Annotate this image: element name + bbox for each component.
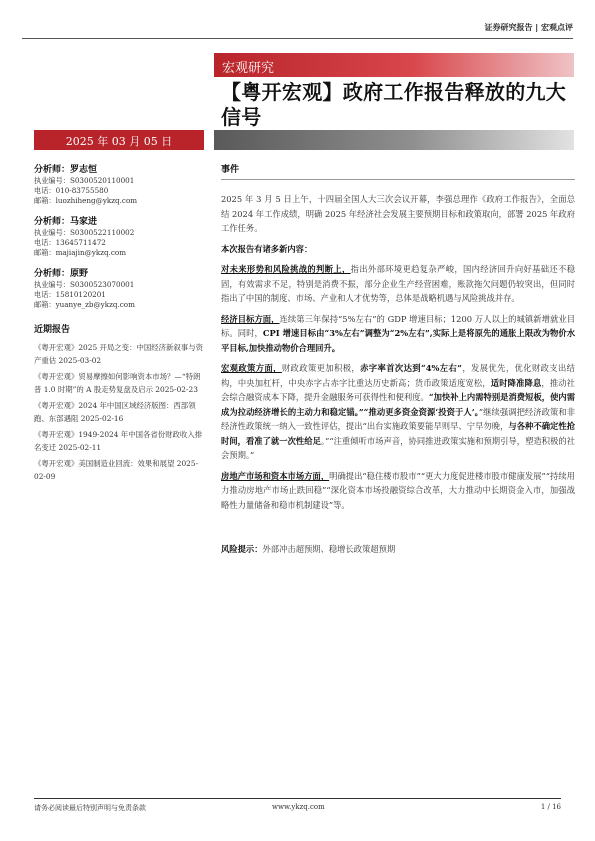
para-emphasis: 适时降准降息 (490, 377, 542, 388)
analyst-name: 分析师：罗志恒 (34, 165, 98, 175)
para-text: 连续第三年保持“5%左右”的 GDP 增速目标；1200 万人以上的城镇新增就业目标。同时， (221, 313, 575, 338)
analyst-phone: 电话：15810120201 (34, 290, 106, 299)
recent-report-link[interactable]: 《粤开宏观》美国制造业回流：效果和展望 2025-02-09 (34, 459, 199, 481)
analyst-card (34, 266, 206, 310)
para-emphasis: 与各种不确定性抢时间，看准了就一次性给足 (221, 421, 575, 446)
footer-disclaimer: 请务必阅读最后特别声明与免责条款 (34, 804, 146, 812)
paragraph-outlook (221, 262, 575, 306)
analyst-email[interactable]: 邮箱：luozhiheng@ykzq.com (34, 196, 138, 205)
analyst-phone: 电话：010-83755580 (34, 186, 109, 195)
para-lead: 房地产市场和资本市场方面， (221, 470, 330, 481)
analyst-card (34, 162, 206, 206)
analyst-name: 分析师：马家进 (34, 217, 98, 227)
para-emphasis: “加快补上内需特别是消费短板，使内需成为拉动经济增长的主动力和稳定锚。”“推动更多资金资源‘投资于人’。 (221, 392, 575, 417)
risk-text: 外部冲击超预期、稳增长政策超预期 (262, 544, 396, 554)
analyst-email[interactable]: 邮箱：yuanye_zb@ykzq.com (34, 300, 135, 309)
risk-note (221, 542, 575, 557)
report-date: 2025 年 03 月 05 日 (65, 135, 173, 148)
para-lead: 对未来形势和风险挑战的判断上， (221, 264, 351, 274)
analyst-name: 分析师：原野 (34, 269, 89, 279)
category-banner (214, 53, 574, 77)
comment-heading (221, 242, 575, 257)
header-tag: 证券研究报告 | 宏观点评 (484, 23, 573, 32)
para-text: 指出外部环境更趋复杂严峻，国内经济回升向好基础还不稳固，有效需求不足，特别是消费不振，部分企业生产经营困难，账款拖欠问题仍较突出，但同时指出了中国的制度、市场、产业和人才优势等，总体是战略机遇与风险挑战并存。 (221, 264, 575, 303)
footer-divider (34, 798, 561, 799)
section-banner (214, 130, 574, 150)
analyst-card (34, 214, 206, 258)
para-text: 财政政策更加积极， (281, 363, 361, 373)
date-banner (34, 130, 204, 150)
report-title: 【粤开宏观】政府工作报告释放的九大信号 (221, 80, 567, 129)
sidebar (34, 162, 206, 486)
para-lead: 经济目标方面， (221, 313, 280, 324)
recent-report-link[interactable]: 《粤开宏观》贸易摩擦如何影响资本市场？—“特朗普 1.0 时期”的 A 股走势复盘及启示 2025-02-23 (34, 372, 201, 394)
para-lead: 宏观政策方面， (221, 363, 282, 373)
page-number: 1 / 16 (540, 803, 561, 811)
recent-report-link[interactable]: 《粤开宏观》2025 开局之变：中国经济新叙事与资产重估 2025-03-02 (34, 343, 203, 365)
para-text: 。”“注重倾听市场声音，协同推进政策实施和预期引导，塑造积极的社会预期。” (221, 435, 575, 460)
analyst-reg: 执业编号：S0300522110002 (34, 228, 135, 237)
analyst-email[interactable]: 邮箱：majiajin@ykzq.com (34, 248, 127, 257)
analyst-phone: 电话：13645711472 (34, 238, 106, 247)
risk-label: 风险提示： (221, 544, 263, 554)
main-content (221, 162, 575, 563)
analyst-reg: 执业编号：S0300520110001 (34, 176, 135, 185)
para-text: ，推动社会综合融资成本下降，提升金融服务可获得性和便利度。 (221, 377, 575, 402)
event-text: 2025 年 3 月 5 日上午，十四届全国人大三次会议开幕，李强总理作《政府工作报告》，全面总结 2024 年工作成绩，明确 2025 年经济社会发展主要预期目标和政策取向，部署 2025 年政府工作任务。 (221, 194, 575, 233)
event-heading: 事件 (221, 162, 575, 180)
para-text: ，发展优先，优化财政支出结构，中央加杠杆，中央赤字占赤字比重达历史新高；货币政策适度宽松， (221, 363, 575, 388)
para-text: ”继续强调把经济政策和非经济性政策统一纳入一致性评估，提出“出台实施政策要能早则早、宁早勿晚， (221, 406, 575, 431)
recent-report-link[interactable]: 《粤开宏观》2024 年中国区域经济版图：西部领跑、东部遇阻 2025-02-16 (34, 401, 196, 423)
recent-reports-heading: 近期报告 (34, 325, 71, 335)
footer-website[interactable]: www.ykzq.com (272, 803, 325, 811)
comment-heading-text: 本次报告有诸多新内容： (221, 243, 313, 254)
para-emphasis: CPI 增速目标由“3%左右”调整为“2%左右”,实际上是将原先的通胀上限改为物价水平目标,加快推动物价合理回升。 (221, 328, 575, 353)
header-divider (22, 38, 573, 39)
paragraph-markets (221, 469, 575, 513)
paragraph-policy (221, 361, 575, 463)
para-emphasis: 赤字率首次达到“4%左右” (360, 363, 462, 373)
para-text: 明确提出“稳住楼市股市”“更大力度促进楼市股市健康发展”“持续用力推动房地产市场止跌回稳”“深化资本市场投融资综合改革，大力推动中长期资金入市，加强战略性力量储备和稳市机制建设”等。 (221, 470, 575, 510)
paragraph-targets (221, 312, 575, 356)
analyst-reg: 执业编号：S0300523070001 (34, 280, 135, 289)
category-label: 宏观研究 (222, 61, 275, 76)
recent-report-link[interactable]: 《粤开宏观》1949-2024 年中国各省份财政收入排名变迁 2025-02-11 (34, 430, 203, 452)
